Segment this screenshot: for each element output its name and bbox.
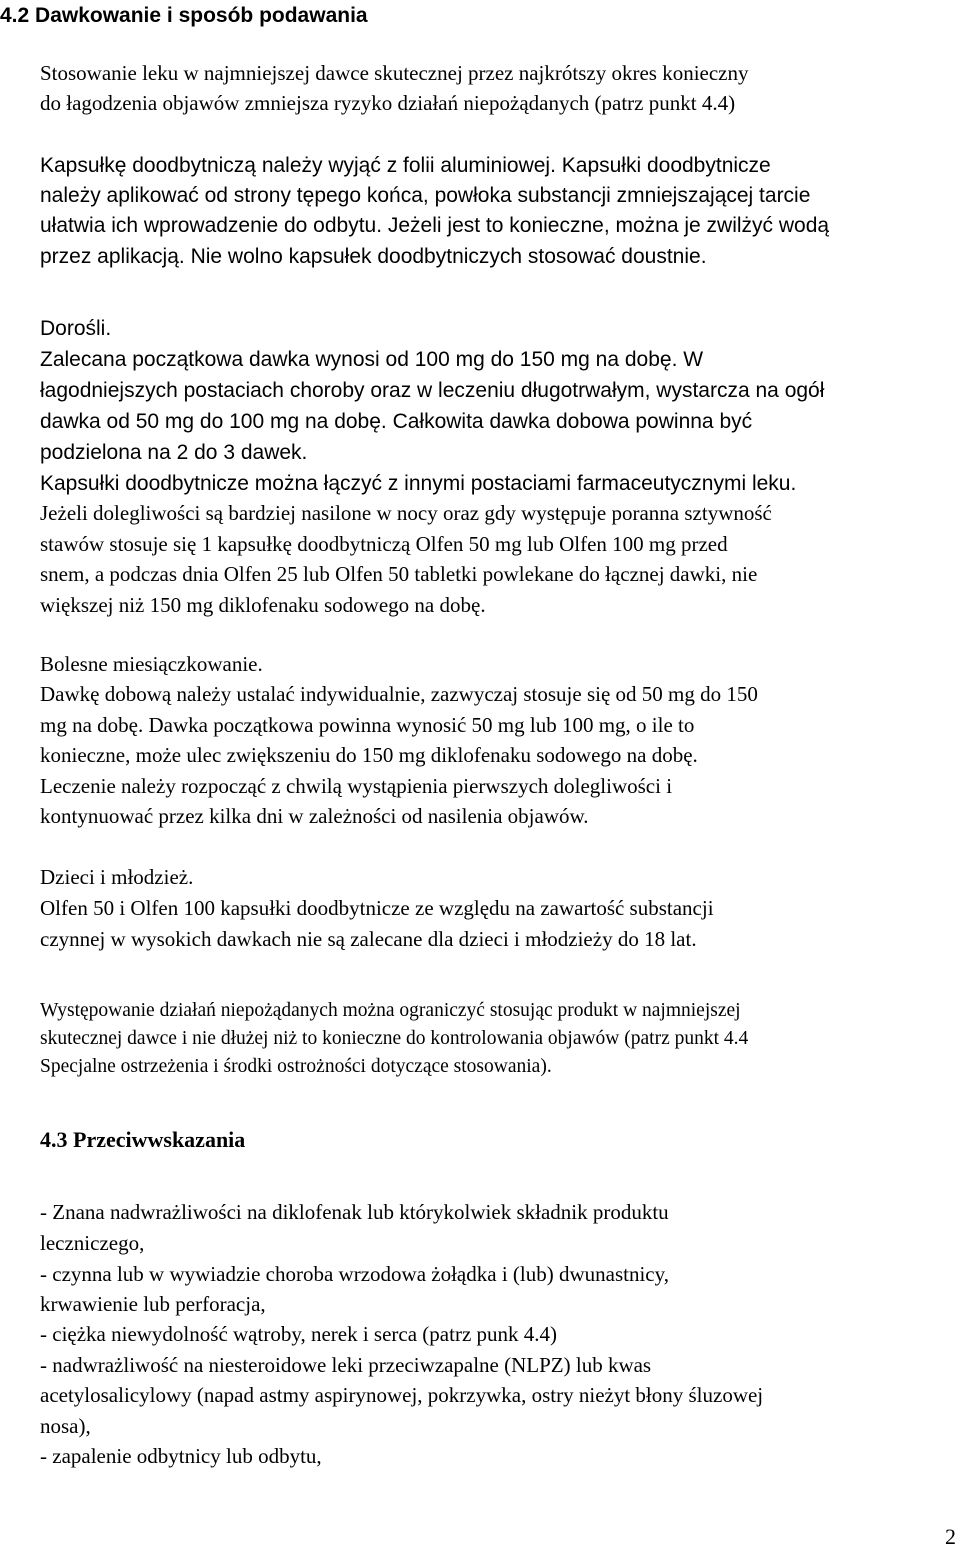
administration-paragraph-line: ułatwia ich wprowadzenie do odbytu. Jeżeli jest to konieczne, można je zwilżyć wodą [40,214,830,237]
adults-line: Zalecana początkowa dawka wynosi od 100 mg do 150 mg na dobę. W [40,348,704,371]
contraindication-line: leczniczego, [40,1231,145,1255]
children-title: Dzieci i młodzież. [40,865,194,889]
contraindication-line: - zapalenie odbytnicy lub odbytu, [40,1444,322,1468]
adults-line: łagodniejszych postaciach choroby oraz w leczeniu długotrwałym, wystarcza na ogół [40,379,825,402]
contraindication-line: nosa), [40,1414,91,1438]
dosage-paragraph-line: do łagodzenia objawów zmniejsza ryzyko działań niepożądanych (patrz punkt 4.4) [40,91,736,115]
dysmenorrhea-line: kontynuować przez kilka dni w zależności od nasilenia objawów. [40,804,589,828]
note-line: skutecznej dawce i nie dłużej niż to konieczne do kontrolowania objawów (patrz punkt 4.4 [40,1028,749,1049]
administration-paragraph-line: przez aplikacją. Nie wolno kapsułek doodbytniczych stosować doustnie. [40,245,707,268]
adults-line: dawka od 50 mg do 100 mg na dobę. Całkowita dawka dobowa powinna być [40,410,753,433]
children-line: czynnej w wysokich dawkach nie są zalecane dla dzieci i młodzieży do 18 lat. [40,927,697,951]
administration-paragraph-line: należy aplikować od strony tępego końca, powłoka substancji zmniejszającej tarcie [40,184,811,207]
adults-line: stawów stosuje się 1 kapsułkę doodbytniczą Olfen 50 mg lub Olfen 100 mg przed [40,532,728,556]
adults-line: większej niż 150 mg diklofenaku sodowego na dobę. [40,593,486,617]
dysmenorrhea-title: Bolesne miesiączkowanie. [40,652,263,676]
contraindication-line: - czynna lub w wywiadzie choroba wrzodowa żołądka i (lub) dwunastnicy, [40,1262,670,1286]
adults-line: snem, a podczas dnia Olfen 25 lub Olfen 50 tabletki powlekane do łącznej dawki, nie [40,562,758,586]
contraindication-line: krwawienie lub perforacja, [40,1292,266,1316]
note-line: Specjalne ostrzeżenia i środki ostrożności dotyczące stosowania). [40,1056,552,1077]
adults-line: Jeżeli dolegliwości są bardziej nasilone w nocy oraz gdy występuje poranna sztywność [40,501,772,525]
dysmenorrhea-line: mg na dobę. Dawka początkowa powinna wynosić 50 mg lub 100 mg, o ile to [40,713,695,737]
section-heading-4-3: 4.3 Przeciwwskazania [40,1127,246,1152]
contraindication-line: - Znana nadwrażliwości na diklofenak lub którykolwiek składnik produktu [40,1200,669,1224]
contraindication-line: - ciężka niewydolność wątroby, nerek i serca (patrz punk 4.4) [40,1322,558,1346]
dysmenorrhea-line: Dawkę dobową należy ustalać indywidualnie, zazwyczaj stosuje się od 50 mg do 150 [40,682,758,706]
section-heading-4-2: 4.2 Dawkowanie i sposób podawania [0,4,368,27]
dysmenorrhea-line: Leczenie należy rozpocząć z chwilą wystąpienia pierwszych dolegliwości i [40,774,673,798]
children-line: Olfen 50 i Olfen 100 kapsułki doodbytnicze ze względu na zawartość substancji [40,896,714,920]
contraindication-line: acetylosalicylowy (napad astmy aspirynowej, pokrzywka, ostry nieżyt błony śluzowej [40,1383,764,1407]
dosage-paragraph-line: Stosowanie leku w najmniejszej dawce skutecznej przez najkrótszy okres konieczny [40,61,749,85]
contraindication-line: - nadwrażliwość na niesteroidowe leki przeciwzapalne (NLPZ) lub kwas [40,1353,652,1377]
adults-line: podzielona na 2 do 3 dawek. [40,441,308,464]
administration-paragraph-line: Kapsułkę doodbytniczą należy wyjąć z folii aluminiowej. Kapsułki doodbytnicze [40,154,771,177]
note-line: Występowanie działań niepożądanych można ograniczyć stosując produkt w najmniejszej [40,1000,741,1021]
page-number: 2 [945,1524,956,1549]
adults-line: Kapsułki doodbytnicze można łączyć z innymi postaciami farmaceutycznymi leku. [40,472,797,495]
dysmenorrhea-line: konieczne, może ulec zwiększeniu do 150 mg diklofenaku sodowego na dobę. [40,743,698,767]
adults-title: Dorośli. [40,317,112,340]
